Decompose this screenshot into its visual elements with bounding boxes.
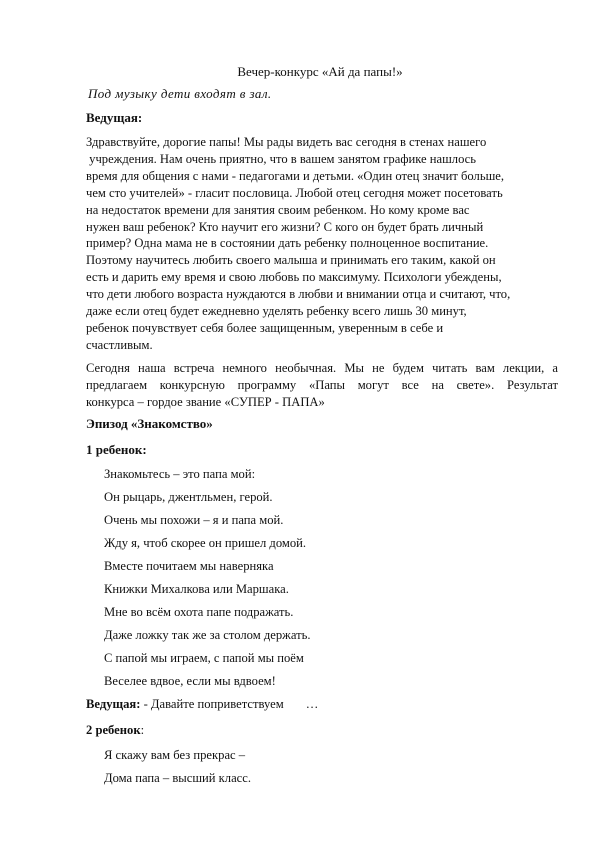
child2-label: 2 ребенок <box>86 723 141 737</box>
program-line: предлагаем конкурсную программу «Папы могут все на свете». Результат <box>86 378 558 392</box>
verse-line: Даже ложку так же за столом держать. <box>104 628 311 642</box>
child2-line <box>86 723 144 738</box>
greeting-line: на недостаток времени для занятия своим ребенком. Но кому кроме вас <box>86 202 470 217</box>
verse-line: Вместе почитаем мы наверняка <box>104 559 274 573</box>
greeting-line: время для общения с нами - педагогами и детьми. «Один отец значит больше, <box>86 168 505 183</box>
verse-line: Книжки Михалкова или Маршака. <box>104 582 289 596</box>
greeting-paragraph <box>86 134 556 354</box>
episode-title: Эпизод «Знакомство» <box>86 416 213 431</box>
program-paragraph <box>86 360 558 411</box>
program-line: конкурса – гордое звание «СУПЕР - ПАПА» <box>86 395 325 409</box>
greeting-line: пример? Одна мама не в состоянии дать ребенку полноценное воспитание. <box>86 236 489 251</box>
host-greeting-line <box>86 697 318 712</box>
greeting-line: что дети любого возраста нуждаются в любви и внимании отца и считают, что, <box>86 287 511 302</box>
verse-line: Знакомьтесь – это папа мой: <box>104 467 256 481</box>
greeting-line: ребенок почувствует себя более защищенным, уверенным в себе и <box>86 320 444 335</box>
stage-direction: Под музыку дети входят в зал. <box>88 86 272 101</box>
host-label: Ведущая: <box>86 110 143 125</box>
verse-line: Я скажу вам без прекрас – <box>104 748 246 762</box>
child1-label: 1 ребенок: <box>86 442 147 457</box>
program-line: Сегодня наша встреча немного необычная. Мы не будем читать вам лекции, а <box>86 361 558 375</box>
verse-line: Веселее вдвое, если мы вдвоем! <box>104 674 276 688</box>
greeting-line: есть и дарить ему время и свою любовь по максимуму. Психологи убеждены, <box>86 270 502 285</box>
greeting-line: даже если отец будет ежедневно уделять ребенку всего лишь 30 минут, <box>86 304 467 319</box>
greeting-line: чем сто учителей» - гласит пословица. Любой отец сегодня может посетовать <box>86 185 503 200</box>
greeting-line: Поэтому научитесь любить своего малыша и принимать его таким, какой он <box>86 253 496 268</box>
verse-line: Мне во всём охота папе подражать. <box>104 605 294 619</box>
greeting-line: нужен ваш ребенок? Кто научит его жизни? С кого он будет брать личный <box>86 219 484 234</box>
document-title: Вечер-конкурс «Ай да папы!» <box>237 64 403 79</box>
verse-line: Очень мы похожи – я и папа мой. <box>104 513 284 527</box>
greeting-line: Здравствуйте, дорогие папы! Мы рады видеть вас сегодня в стенах нашего <box>86 135 487 149</box>
host-greeting-text: - Давайте поприветствуем … <box>140 697 319 711</box>
verse-line: Дома папа – высший класс. <box>104 771 251 785</box>
verse-line: Жду я, чтоб скорее он пришел домой. <box>104 536 307 550</box>
host-label: Ведущая: <box>86 697 141 711</box>
greeting-line: счастливым. <box>86 337 153 352</box>
verse-line: С папой мы играем, с папой мы поём <box>104 651 304 665</box>
verse-line: Он рыцарь, джентльмен, герой. <box>104 490 273 504</box>
greeting-line: учреждения. Нам очень приятно, что в вашем занятом графике нашлось <box>86 151 477 166</box>
child2-colon: : <box>140 723 145 737</box>
